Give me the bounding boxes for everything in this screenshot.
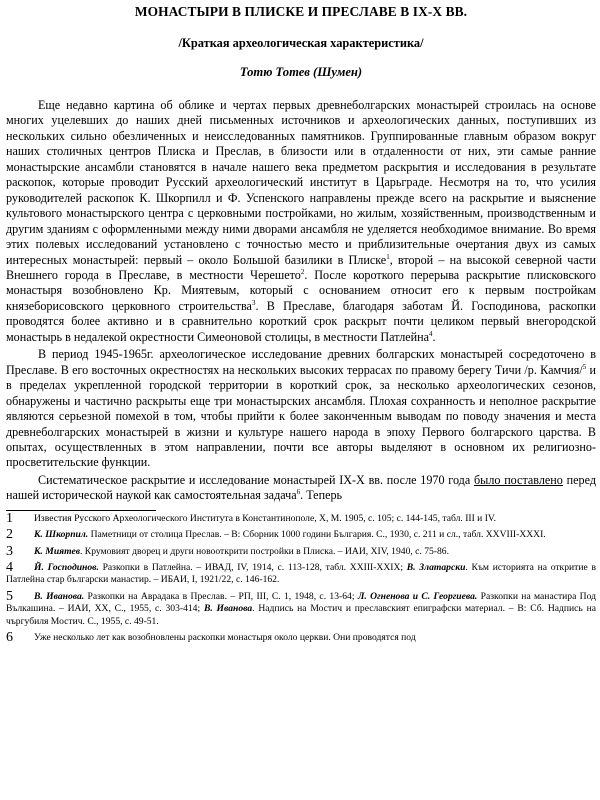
footnote-4 — [6, 562, 596, 587]
footnote-author: К. Миятев — [34, 545, 80, 557]
footnote-number: 3 — [6, 543, 13, 559]
footnote-text: . Към историята на откритие в Патлейна стар български манастир. – ИБАИ, I, 1921/22, с. 146-162. — [6, 562, 596, 586]
footnote-number: 1 — [6, 510, 13, 526]
footnote-ref-1: 1 — [386, 252, 390, 261]
footnote-separator — [6, 510, 156, 511]
footnote-text: Паметници от столица Преслав. – В: Сборник 1000 години България. С., 1930, с. 211 и сл., табл. XXVIII-XXXI. — [88, 529, 546, 541]
footnote-text: Разкопки на манастира Под Вълкашина. – ИАИ, XX, С., 1955, с. 303-414; — [6, 590, 597, 615]
footnote-author: В. Златарски — [406, 562, 466, 573]
paragraph-3-text-1: Систематическое раскрытие и исследование монастырей IX-X вв. после 1970 года — [38, 472, 474, 487]
document-title: МОНАСТЫРИ В ПЛИСКЕ И ПРЕСЛАВЕ В IX-X ВВ. — [134, 4, 468, 19]
paragraph-2 — [6, 347, 596, 471]
paragraph-3-text-3: . Теперь — [300, 488, 343, 503]
paragraph-3-underlined-text: было поставлено — [473, 472, 563, 487]
footnote-1 — [6, 510, 596, 526]
paragraph-1 — [6, 98, 596, 345]
footnote-6 — [6, 632, 596, 644]
paragraph-1-text-3: . После короткого перерыва раскрытие плисковского монастыря возобновлено Кр. Миятевым, который с основанием относит его к первым постройкам князеборисовского церковного строительства — [6, 267, 596, 313]
footnote-2 — [6, 529, 596, 541]
footnote-3 — [6, 543, 596, 559]
footnote-number: 2 — [6, 527, 13, 543]
footnote-text: Уже несколько лет как возобновлены раскопки монастыря около церкви. Они проводятся под — [34, 632, 416, 644]
footnote-author: В. Иванова — [203, 603, 253, 615]
footnote-ref-4: 4 — [429, 329, 433, 338]
document-author: Тотю Тотев (Шумен) — [239, 65, 363, 79]
footnotes — [6, 510, 597, 646]
paragraph-3 — [6, 473, 596, 504]
footnote-text: Разкопки на Аврадака в Преслав. – РП, III, С. 1, 1948, с. 13-64; — [84, 590, 358, 602]
footnote-text: Разкопки в Патлейна. – ИВАД, IV, 1914, с. 113-128, табл. XXIII-XXIX; — [98, 562, 407, 573]
paragraph-1-text-4: . В Преславе, благодаря заботам Й. Господиновa, раскопки проводятся более активно и в сравнительно короткий срок раскрыт почти целиком первый внегородской монастырь в недалекой окрестности Симеоновой столицы, в местности Патлейна — [6, 298, 597, 344]
footnote-author: Л. Огненова и С. Георгиева. — [357, 590, 478, 602]
paragraph-1-text-2: , второй – на высокой северной части Внешнего города в Преславе, в местности Черешето — [6, 252, 596, 282]
footnote-author: В. Иванова. — [34, 590, 85, 602]
paragraph-2-text-1: В период 1945-1965г. археологическое исследование древних болгарских монастырей сосредоточено в Преславе. В его восточных окрестностях на нескольких высоких террасах по правому берегу Тичи /р. Камчия/ — [6, 347, 596, 377]
article-body — [6, 98, 596, 504]
footnote-text: . Надпись на Мостич и преславският епиграфски материал. – В: Сб. Надпись на чъргубиля Мостич. С., 1955, с. 49-51. — [6, 603, 596, 627]
document-subtitle: /Краткая археологическая характеристика/ — [178, 36, 424, 50]
footnote-text: Известия Русского Археологического Института в Константинополе, X, М. 1905, с. 105; с. 144-145, табл. III и IV. — [34, 512, 496, 524]
footnote-ref-3: 3 — [251, 298, 256, 307]
footnote-ref-2: 2 — [300, 267, 305, 276]
footnote-number: 6 — [6, 630, 13, 646]
paragraph-1-text-5: . — [432, 329, 436, 344]
footnote-number: 4 — [6, 560, 13, 575]
footnote-5 — [6, 588, 597, 628]
paragraph-3-text-2: перед нашей исторической наукой как самостоятельная задача — [6, 472, 596, 503]
footnote-text: . Крумовият дворец и други новооткрити постройки в Плиска. – ИАИ, XIV, 1940, с. 75-86. — [80, 545, 449, 557]
paragraph-2-text-2: и в пределах укрепленной городской территории в короткий срок, за несколько археологических сезонов, обнаружены и частично раскрыты еще три монастырских ансамбля. Плохая сохранность и неполное раскрытие являются серьезной помехой в том, чтобы прийти к более законченным выводам по поводу значения и места древнеболгарских монастырей в жизни и культуре нашего народа в эпоху Первого болгарского царства. В опытах, осуществленных в этом направлении, почти все авторы выделяют в основном их религиозно-просветительские функции. — [6, 362, 596, 470]
footnote-ref-6: 6 — [296, 488, 301, 497]
footnote-author: Й. Господинов. — [34, 562, 99, 573]
footnote-author: К. Шкорпил. — [34, 529, 89, 541]
paragraph-1-text-1: Еще недавно картина об облике и чертах первых древнеболгарских монастырей строилась на основе многих уцелевших до наших дней письменных источников и археологических данных, поступивших из нескольких сильно обезличенных и неисследованных памятников. Группированные главным образом вокруг наших столичных центров Плиска и Преслав, в близости или в отдаленности от них, эти самые ранние монастырские ансамбли становятся в начале нашего века предметом раскрытия и исследования в результате раскопок, которые проводит Русский археологический институт в Царьграде. Несмотря на то, что усилия руководителей раскопок К. Шкорпилл и Ф. Успенского направлены прежде всего на раскрытие и выяснение культового монастырского центра с церковными постройками, но жилым, хозяйственным, производственным и другим зданиям с оформленными между ними дворами ансамбля не уделяется необходимое внимание. Во время этих полевых исследований установлено с точностью место и приблизительные очертания двух из самых интересных монастырей: первый – около Большой базилики в Плиске — [6, 98, 596, 267]
footnote-ref-5: 5 — [582, 362, 587, 371]
footnote-number: 5 — [6, 588, 13, 604]
